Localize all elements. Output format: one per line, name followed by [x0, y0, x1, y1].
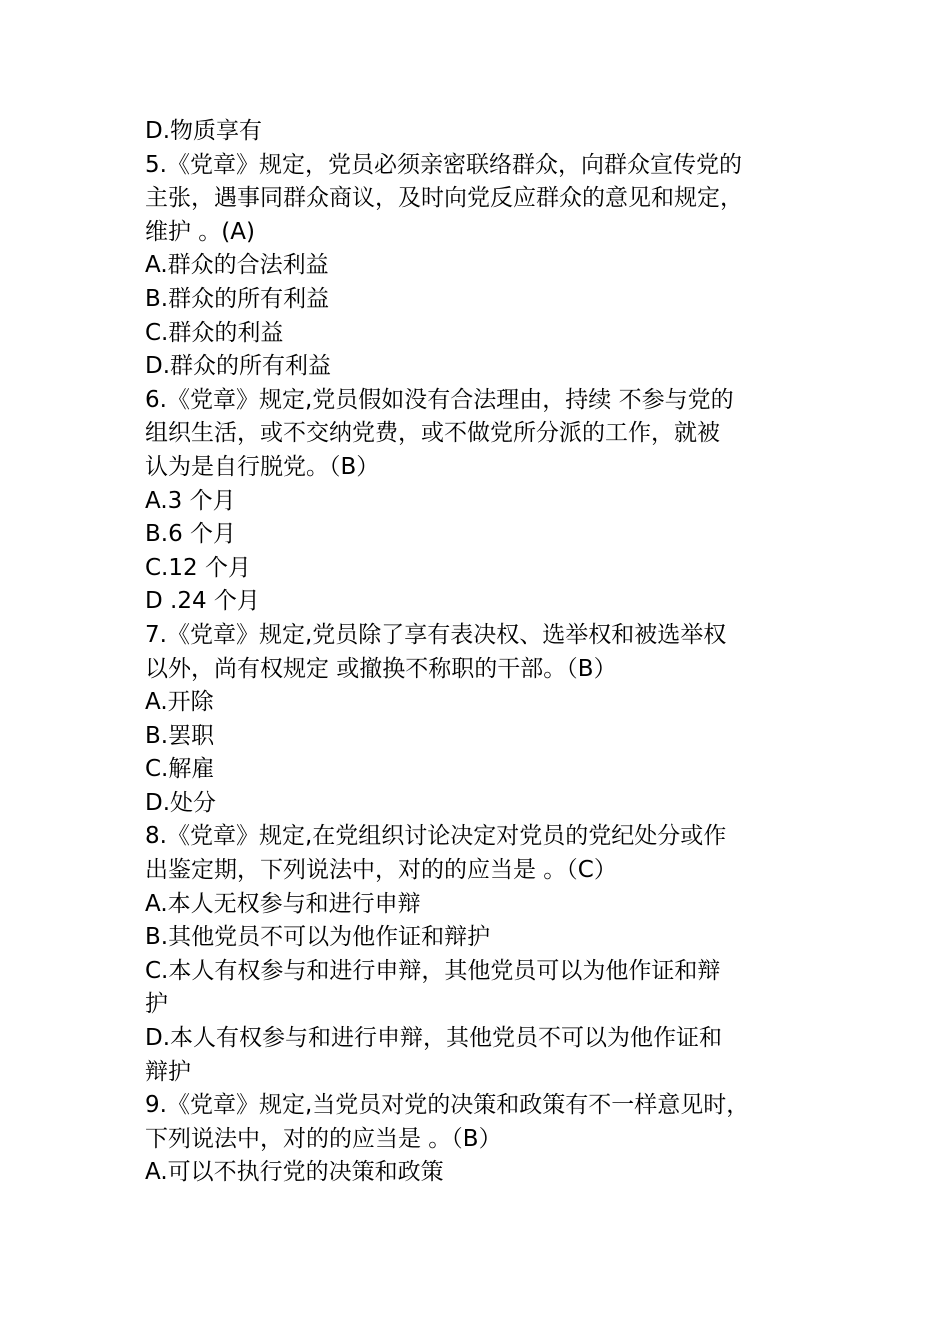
option-c-q7: C.解雇 [145, 756, 215, 783]
option-a-q8: A.本人无权参与和进行申辩 [145, 890, 421, 917]
option-a-q6: A.3 个月 [145, 487, 236, 514]
question-9-line-2: 下列说法中，对的的应当是 。（B） [145, 1125, 502, 1152]
question-6-line-2: 组织生活，或不交纳党费，或不做党所分派的工作，就被 [145, 420, 720, 447]
option-c-q6: C.12 个月 [145, 554, 251, 581]
option-a-q7: A.开除 [145, 689, 214, 716]
option-d-q4: D.物质享有 [145, 118, 263, 144]
option-c-q8-line-2: 护 [145, 991, 168, 1018]
question-8-line-1: 8.《党章》规定,在党组织讨论决定对党员的党纪处分或作 [145, 823, 727, 850]
question-7-line-2: 以外，尚有权规定 或撤换不称职的干部。（B） [145, 655, 617, 682]
option-b-q5: B.群众的所有利益 [145, 285, 330, 312]
option-c-q8-line-1: C.本人有权参与和进行申辩，其他党员可以为他作证和辩 [145, 957, 721, 984]
document-body [145, 115, 825, 1190]
question-8-line-2: 出鉴定期，下列说法中，对的的应当是 。（C） [145, 857, 617, 884]
option-d-q5: D.群众的所有利益 [145, 353, 332, 380]
option-b-q6: B.6 个月 [145, 521, 237, 548]
question-6-line-1: 6.《党章》规定,党员假如没有合法理由，持续 不参与党的 [145, 386, 734, 413]
question-5-line-3: 维护 。(A) [145, 218, 255, 245]
question-7-line-1: 7.《党章》规定,党员除了享有表决权、选举权和被选举权 [145, 621, 727, 648]
option-c-q5: C.群众的利益 [145, 319, 284, 346]
option-d-q6: D .24 个月 [145, 588, 260, 615]
option-b-q8: B.其他党员不可以为他作证和辩护 [145, 924, 491, 951]
option-a-q9: A.可以不执行党的决策和政策 [145, 1159, 444, 1186]
question-5-line-2: 主张，遇事同群众商议，及时向党反应群众的意见和规定， [145, 185, 743, 212]
option-d-q8-line-2: 辩护 [145, 1058, 191, 1085]
option-d-q8-line-1: D.本人有权参与和进行申辩，其他党员不可以为他作证和 [145, 1025, 723, 1052]
option-a-q5: A.群众的合法利益 [145, 252, 329, 279]
question-6-line-3: 认为是自行脱党。（B） [145, 453, 380, 480]
option-b-q7: B.罢职 [145, 722, 215, 749]
question-5-line-1: 5.《党章》规定，党员必须亲密联络群众，向群众宣传党的 [145, 151, 742, 178]
question-9-line-1: 9.《党章》规定,当党员对党的决策和政策有不一样意见时， [145, 1092, 750, 1119]
option-d-q7: D.处分 [145, 789, 217, 816]
